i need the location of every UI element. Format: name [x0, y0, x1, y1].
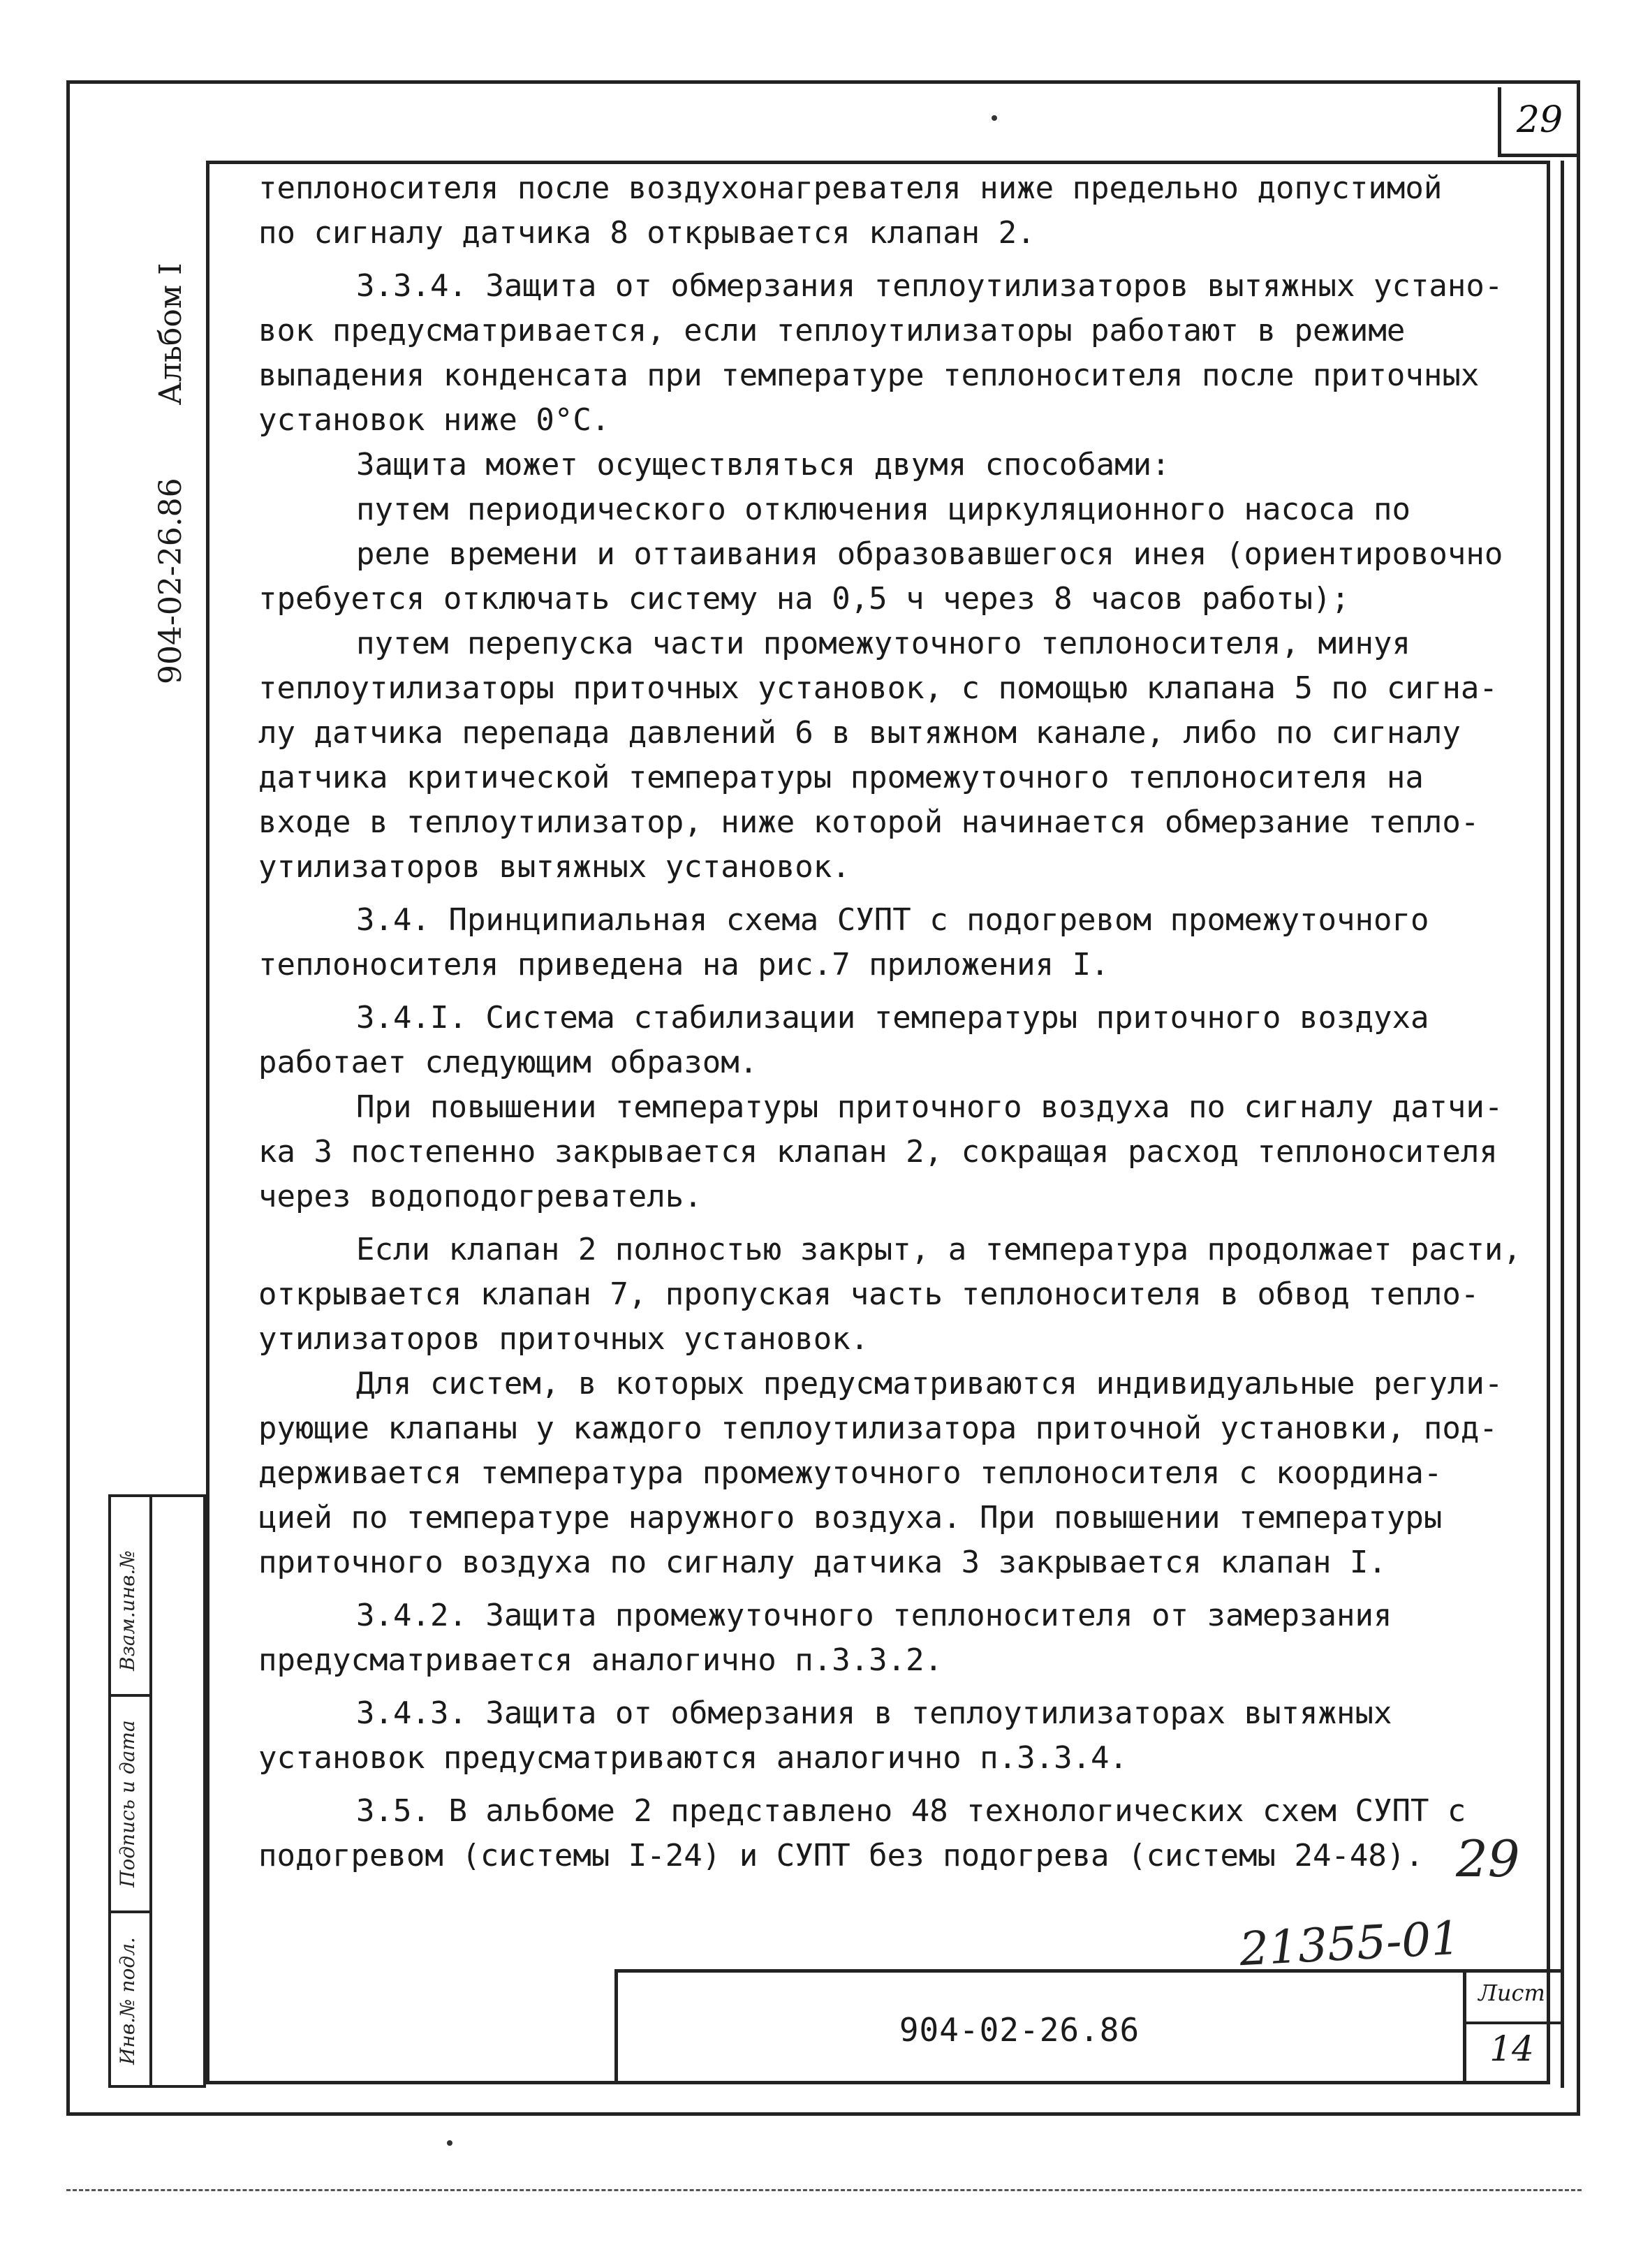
frame-right-line: [1561, 161, 1564, 2088]
text-line: теплоносителя после воздухонагревателя ниже предельно допустимой: [258, 170, 1443, 206]
stamp-cell-inventory: [110, 1913, 149, 2088]
text-line: 3.3.4. Защита от обмерзания теплоутилизаторов вытяжных устано-: [356, 268, 1503, 304]
text-line: 3.4.3. Защита от обмерзания в теплоутилизаторах вытяжных: [356, 1695, 1392, 1731]
text-line: 3.4.2. Защита промежуточного теплоносителя от замерзания: [356, 1598, 1392, 1633]
text-line: лу датчика перепада давлений 6 в вытяжном канале, либо по сигналу: [258, 715, 1461, 751]
text-line: держивается температура промежуточного теплоносителя с координа-: [258, 1455, 1443, 1491]
text-line: утилизаторов приточных установок.: [258, 1321, 869, 1357]
text-line: предусматривается аналогично п.3.3.2.: [258, 1642, 943, 1678]
text-line: работает следующим образом.: [258, 1045, 758, 1080]
text-line: путем периодического отключения циркуляционного насоса по: [356, 492, 1410, 527]
text-line: реле времени и оттаивания образовавшегося инея (ориентировочно: [356, 536, 1503, 572]
handwritten-inventory-number: 21355-01: [1238, 1910, 1462, 1977]
text-line: рующие клапаны у каждого теплоутилизатора приточной установки, под-: [258, 1411, 1498, 1446]
stamp-cell-replacement: [110, 1494, 149, 1697]
text-line: утилизаторов вытяжных установок.: [258, 849, 850, 885]
stamp-cell-signature: [110, 1697, 149, 1913]
side-album: Альбом I: [153, 263, 189, 406]
text-line: установок ниже 0°С.: [258, 402, 610, 438]
stamp-divider: [149, 1494, 152, 2088]
text-line: 3.5. В альбоме 2 представлено 48 технологических схем СУПТ с: [356, 1793, 1466, 1829]
text-line: входе в теплоутилизатор, ниже которой начинается обмерзание тепло-: [258, 804, 1480, 840]
text-line: Если клапан 2 полностью закрыт, а температура продолжает расти,: [356, 1232, 1522, 1267]
text-line: подогревом (системы I-24) и СУПТ без подогрева (системы 24-48).: [258, 1838, 1424, 1873]
title-block-code: 904-02-26.86: [899, 2011, 1140, 2049]
handwritten-page-mark: 29: [1456, 1829, 1520, 1888]
stamp-label-signature: Подпись и дата: [116, 1720, 139, 1887]
stamp-label-replacement: Взам.инв.№: [116, 1550, 139, 1671]
bottom-edge-line: [66, 2189, 1582, 2191]
text-line: 3.4. Принципиальная схема СУПТ с подогревом промежуточного: [356, 902, 1429, 938]
text-line: теплоносителя приведена на рис.7 приложения I.: [258, 947, 1110, 982]
text-line: цией по температуре наружного воздуха. При повышении температуры: [258, 1500, 1443, 1536]
text-line: 3.4.I. Система стабилизации температуры приточного воздуха: [356, 1000, 1429, 1036]
text-line: Защита может осуществляться двумя способами:: [356, 447, 1170, 483]
text-line: требуется отключать систему на 0,5 ч через 8 часов работы);: [258, 581, 1350, 617]
text-line: по сигналу датчика 8 открывается клапан 2.: [258, 215, 1036, 251]
text-line: ка 3 постепенно закрывается клапан 2, сокращая расход теплоносителя: [258, 1134, 1498, 1170]
text-line: через водоподогреватель.: [258, 1179, 702, 1214]
text-line: выпадения конденсата при температуре теплоносителя после приточных: [258, 358, 1480, 393]
text-line: При повышении температуры приточного воздуха по сигналу датчи-: [356, 1089, 1503, 1125]
document-body: [258, 166, 1536, 1878]
side-title: [150, 154, 192, 684]
side-document-code: 904-02-26.86: [153, 478, 189, 684]
sheet-number: 14: [1489, 2028, 1534, 2069]
sheet-label: Лист: [1478, 1980, 1545, 2006]
scan-dot: [992, 115, 997, 121]
text-line: установок предусматриваются аналогично п.3.3.4.: [258, 1740, 1128, 1776]
sheet-separator: [1463, 2022, 1561, 2024]
text-line: путем перепуска части промежуточного теплоносителя, минуя: [356, 626, 1410, 661]
text-line: датчика критической температуры промежуточного теплоносителя на: [258, 760, 1424, 795]
scan-dot: [447, 2140, 452, 2146]
text-line: вок предусматривается, если теплоутилизаторы работают в режиме: [258, 313, 1406, 348]
text-line: теплоутилизаторы приточных установок, с помощью клапана 5 по сигна-: [258, 670, 1498, 706]
text-line: открывается клапан 7, пропуская часть теплоносителя в обвод тепло-: [258, 1276, 1480, 1312]
page-number: 29: [1498, 87, 1578, 157]
text-line: приточного воздуха по сигналу датчика 3 закрывается клапан I.: [258, 1545, 1387, 1580]
text-line: Для систем, в которых предусматриваются индивидуальные регули-: [356, 1366, 1503, 1401]
stamp-label-inventory: Инв.№ подл.: [116, 1937, 139, 2065]
